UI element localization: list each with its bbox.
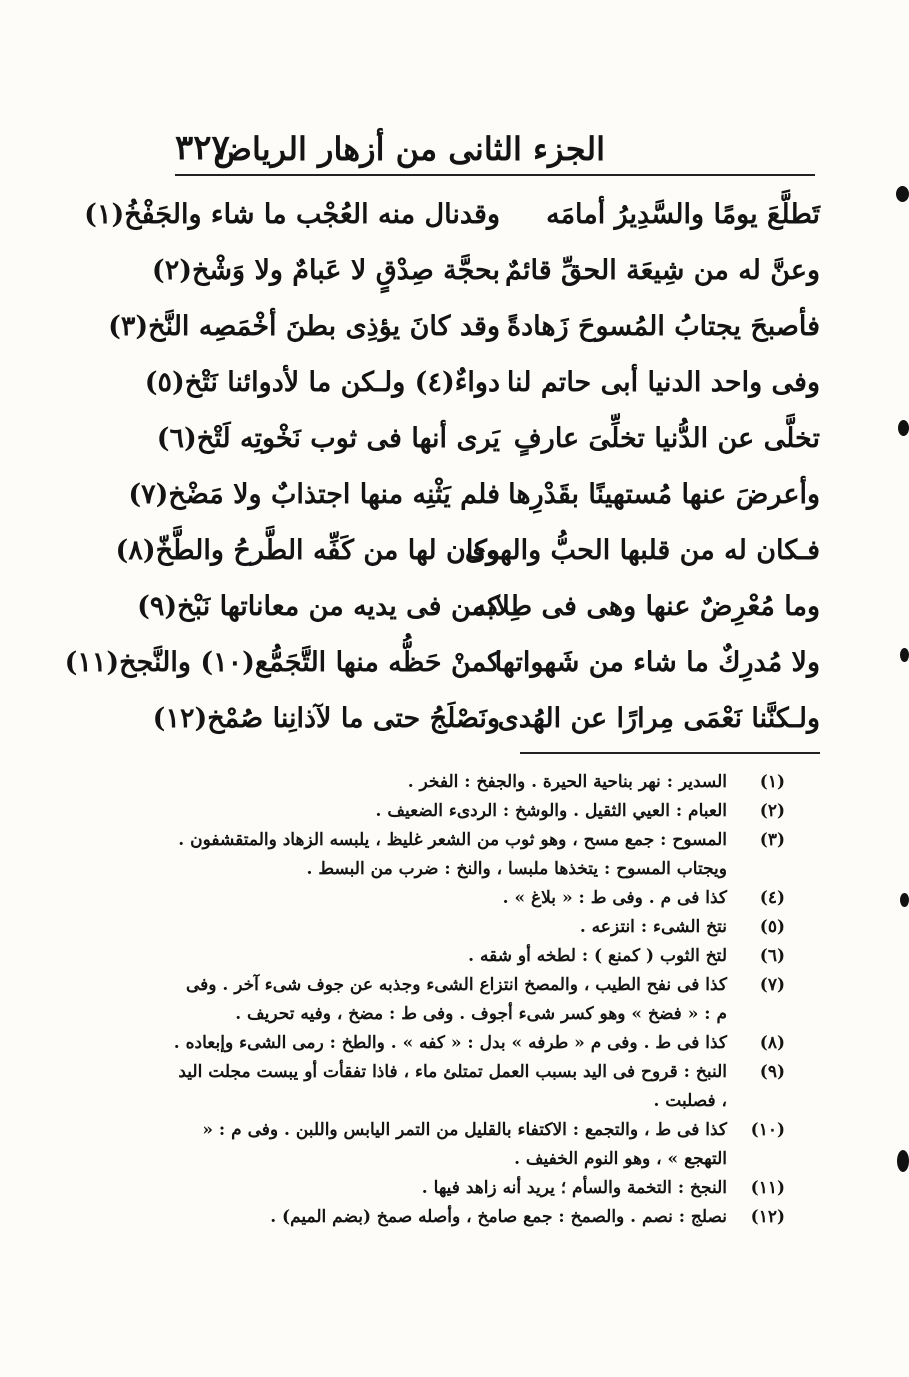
footnote-number: (٢) (759, 801, 785, 821)
header-rule (175, 174, 815, 176)
verse-line (137, 580, 820, 634)
first-hemistich: فـكان له من قلبها الحبُّ والهوى (464, 535, 820, 566)
first-hemistich: وأعرضَ عنها مُستهينًا بقَدْرِها (508, 479, 820, 510)
footnote-number: (٣) (759, 830, 785, 850)
footnote-number: (٦) (759, 946, 785, 966)
verse-line (128, 468, 820, 522)
footnote-number: (٩) (759, 1062, 785, 1082)
footnote-text: كذا فى ط . وفى م « طرفه » بدل : « كفه » . والطخ : رمى الشىء وإبعاده . (173, 1033, 727, 1053)
running-title: الجزء الثانى من أزهار الرياض (213, 130, 605, 168)
verse-line (152, 692, 820, 746)
page-header (175, 128, 815, 176)
footnote (170, 768, 785, 797)
footnote (170, 1058, 785, 1116)
first-hemistich: وما مُعْرِضٌ عنها وهى فى طِلابه (472, 591, 820, 622)
first-hemistich: وعنَّ له من شِيعَة الحقِّ قائمٌ (505, 255, 820, 286)
second-hemistich: وكان لها من كَفِّه الطَّرحُ والطَّخّ(٨) (115, 535, 500, 566)
footnote-text: كذا فى م . وفى ط : « بلاغ » . (502, 888, 727, 908)
poem (64, 188, 820, 748)
footnote-text: كذا فى ط ، والتجمع : الاكتفاء بالقليل من التمر اليابس واللبن . وفى م : « التهجع » ، وهو النوم الخفيف . (202, 1120, 727, 1169)
footnote (170, 1203, 785, 1232)
footnote-number: (١) (759, 772, 785, 792)
footnote-text: كذا فى نفح الطيب ، والمصخ انتزاع الشىء وجذبه عن جوف شىء آخر . وفى م : « فضخ » وهو كسر شىء أجوف . وفى ط : مضخ ، وفيه تحريف . (185, 975, 727, 1024)
footnote-text: العبام : العيي الثقيل . والوشخ : الردىء الضعيف . (375, 801, 727, 821)
footnote (170, 913, 785, 942)
second-hemistich: كمن فى يديه من معاناتها نَبْخ(٩) (137, 591, 500, 622)
verse-line (84, 188, 820, 242)
verse-line (156, 412, 820, 466)
footnote-number: (٤) (759, 888, 785, 908)
second-hemistich: كمنْ حَظُّه منها التَّجَمُّع(١٠) والنَّجخ(١١) (64, 647, 500, 678)
footnote (170, 1029, 785, 1058)
first-hemistich: ولـكنَّنا نَعْمَى مِرارًا عن الهُدى (497, 703, 820, 734)
first-hemistich: تَطلَّعَ يومًا والسَّدِيرُ أمامَه (546, 199, 820, 230)
second-hemistich: وقدنال منه العُجْب ما شاء والجَفْخُ(١) (84, 199, 500, 230)
second-hemistich: ونَصْلَجُ حتى ما لآذانِنا صُمْخ(١٢) (152, 703, 500, 734)
first-hemistich: وفى واحد الدنيا أبى حاتم لنا (506, 367, 820, 398)
binding-hole-mark (898, 420, 909, 436)
binding-hole-mark (896, 186, 909, 202)
second-hemistich: وقد كانَ يؤذِى بطنَ أخْمَصِه النَّخ(٣) (108, 311, 500, 342)
footnote-text: لتخ الثوب ( كمنع ) : لطخه أو شقه . (468, 946, 727, 966)
footnote (170, 971, 785, 1029)
footnote-separator (520, 752, 820, 754)
footnotes (170, 768, 785, 1232)
footnote-text: نتخ الشىء : انتزعه . (579, 917, 727, 937)
verse-line (115, 524, 820, 578)
footnote (170, 884, 785, 913)
footnote-text: المسوح : جمع مسح ، وهو ثوب من الشعر غليظ ، يلبسه الزهاد والمتقشفون . ويجتاب المسوح : يتخذها ملبسا ، والنخ : ضرب من البسط . (178, 830, 727, 879)
footnote-text: السدير : نهر بناحية الحيرة . والجفخ : الفخر . (407, 772, 727, 792)
footnote-number: (٥) (759, 917, 785, 937)
footnote-text: النجخ : التخمة والسأم ؛ يريد أنه زاهد فيها . (421, 1178, 727, 1198)
footnote (170, 942, 785, 971)
footnote-number: (٧) (759, 975, 785, 995)
footnote-number: (١١) (750, 1178, 785, 1198)
footnote (170, 826, 785, 884)
footnote-number: (٨) (759, 1033, 785, 1053)
footnote (170, 1116, 785, 1174)
verse-line (64, 636, 820, 690)
second-hemistich: بحجَّة صِدْقٍ لا عَبامٌ ولا وَشْخ(٢) (151, 255, 500, 286)
second-hemistich: يَرى أنها فى ثوب نَخْوتِه لَتْخ(٦) (156, 423, 500, 454)
second-hemistich: فلم يَثْنِه منها اجتذابٌ ولا مَضْخ(٧) (128, 479, 500, 510)
footnote-text: النبخ : قروح فى اليد بسبب العمل تمتلئ ماء ، فاذا تفقأت أو يبست مجلت اليد ، فصلبت . (178, 1062, 727, 1111)
verse-line (108, 300, 820, 354)
footnote-number: (١٢) (750, 1207, 785, 1227)
second-hemistich: دواءٌ(٤) ولـكن ما لأدوائنا نَتْخ(٥) (144, 367, 500, 398)
footnote (170, 797, 785, 826)
binding-hole-mark (900, 893, 909, 907)
page-number: ٣٢٧ (175, 128, 230, 168)
first-hemistich: ولا مُدرِكٌ ما شاء من شَهواتها (494, 647, 820, 678)
first-hemistich: فأصبحَ يجتابُ المُسوحَ زَهادةً (506, 311, 820, 342)
footnote-text: نصلج : نصم . والصمخ : جمع صامخ ، وأصله صمخ (بضم الميم) . (270, 1207, 727, 1227)
binding-hole-mark (900, 648, 909, 662)
verse-line (151, 244, 820, 298)
footnote (170, 1174, 785, 1203)
binding-hole-mark (897, 1150, 909, 1172)
first-hemistich: تخلَّى عن الدُّنيا تخلِّىَ عارفٍ (513, 423, 820, 454)
footnote-number: (١٠) (750, 1120, 785, 1140)
verse-line (144, 356, 820, 410)
